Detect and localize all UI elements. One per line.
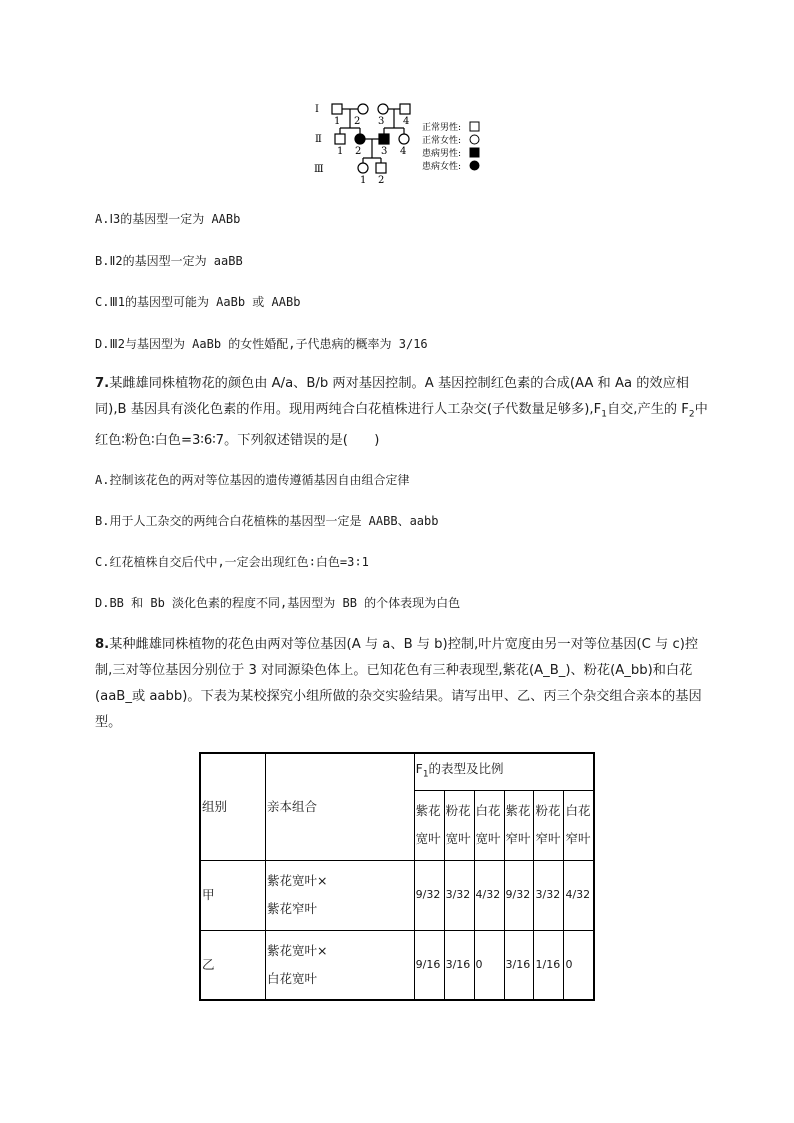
gen-label-1: Ⅰ bbox=[315, 104, 319, 115]
value-cell: 4/32 bbox=[564, 860, 594, 930]
table-header-row bbox=[200, 753, 594, 790]
gen2-num-3: 3 bbox=[381, 146, 388, 157]
q7-option-c: C.红花植株自交后代中,一定会出现红色∶白色=3∶1 bbox=[95, 555, 369, 569]
q6-option-c: C.Ⅲ1的基因型可能为 AaBb 或 AABb bbox=[95, 295, 301, 309]
gen3-2-male-normal bbox=[376, 163, 386, 173]
q6-option-b: B.Ⅱ2的基因型一定为 aaBB bbox=[95, 254, 243, 268]
table-row bbox=[200, 860, 594, 930]
header-group: 组别 bbox=[200, 753, 265, 860]
legend-normal-male: 正常男性: bbox=[422, 123, 462, 133]
gen1-1-male-normal bbox=[332, 104, 342, 114]
value-cell: 0 bbox=[564, 930, 594, 1000]
gen2-1-male-normal bbox=[335, 134, 345, 144]
gen2-4-female-normal bbox=[399, 134, 409, 144]
value-cell: 9/32 bbox=[504, 860, 534, 930]
gen3-num-1: 1 bbox=[360, 175, 367, 186]
phenotype-cell: 粉花 窄叶 bbox=[534, 790, 564, 860]
phenotype-cell: 紫花 宽叶 bbox=[414, 790, 444, 860]
gen-label-2: Ⅱ bbox=[315, 134, 322, 145]
header-parent: 亲本组合 bbox=[265, 753, 414, 860]
gen1-2-female-normal bbox=[358, 104, 368, 114]
q6-option-a: A.Ⅰ3的基因型一定为 AABb bbox=[95, 212, 241, 226]
value-cell: 4/32 bbox=[474, 860, 504, 930]
value-cell: 1/16 bbox=[534, 930, 564, 1000]
q7-option-b: B.用于人工杂交的两纯合白花植株的基因型一定是 AABB、aabb bbox=[95, 514, 439, 528]
value-cell: 3/16 bbox=[504, 930, 534, 1000]
phenotype-cell: 白花 宽叶 bbox=[474, 790, 504, 860]
q8-number: 8. bbox=[95, 637, 110, 652]
q7-stem: 7.某雌雄同株植物花的颜色由 A/a、B/b 两对基因控制。A 基因控制红色素的合成(AA 和 Aa 的效应相同),B 基因具有淡化色素的作用。现用两纯合白花植株进行人工杂交(子代数量足够多)$,F_1$自交,产生的 $F_2$中红色∶粉色∶白色=3∶6∶7。下列叙述错误的是( ) bbox=[95, 376, 708, 448]
value-cell: 9/16 bbox=[414, 930, 444, 1000]
value-cell: 3/16 bbox=[444, 930, 474, 1000]
q6-option-d: D.Ⅲ2与基因型为 AaBb 的女性婚配,子代患病的概率为 3/16 bbox=[95, 337, 428, 351]
value-cell: 3/32 bbox=[444, 860, 474, 930]
legend-affected-female: 患病女性: bbox=[422, 162, 462, 172]
legend-normal-female-icon bbox=[470, 135, 479, 144]
q7-option-a: A.控制该花色的两对等位基因的遗传遵循基因自由组合定律 bbox=[95, 473, 410, 487]
value-cell: 9/32 bbox=[414, 860, 444, 930]
legend-normal-male-icon bbox=[470, 122, 479, 131]
q8-stem: 8.某种雌雄同株植物的花色由两对等位基因(A 与 a、B 与 b)控制,叶片宽度由另一对等位基因(C 与 c)控制,三对等位基因分别位于 3 对同源染色体上。已知花色有三种表现型,紫花(A_B_)、粉花(A_bb)和白花(aaB_或 aabb)。下表为某校探究小组所做的杂交实验结果。请写出甲、乙、丙三个杂交组合亲本的基因型。 bbox=[95, 637, 702, 730]
gen3-num-2: 2 bbox=[378, 175, 385, 186]
parent-cell: 紫花宽叶× 紫花窄叶 bbox=[265, 860, 414, 930]
pedigree-chart bbox=[300, 96, 500, 186]
gen1-num-3: 3 bbox=[378, 116, 385, 127]
legend-affected-male: 患病男性: bbox=[422, 149, 462, 159]
q7-number: 7. bbox=[95, 376, 110, 391]
phenotype-cell: 白花 窄叶 bbox=[564, 790, 594, 860]
gen1-num-4: 4 bbox=[403, 116, 410, 127]
gen3-1-female-normal bbox=[358, 163, 368, 173]
gen2-num-4: 4 bbox=[400, 146, 407, 157]
gen2-3-male-affected bbox=[379, 134, 389, 144]
gen2-num-2: 2 bbox=[355, 146, 362, 157]
phenotype-cell: 粉花 宽叶 bbox=[444, 790, 474, 860]
header-f1: $F_1$的表型及比例 bbox=[414, 753, 594, 790]
parent-cell: 紫花宽叶× 白花宽叶 bbox=[265, 930, 414, 1000]
phenotype-cell: 紫花 窄叶 bbox=[504, 790, 534, 860]
table-row bbox=[200, 930, 594, 1000]
gen2-num-1: 1 bbox=[337, 146, 344, 157]
gen1-3-female-normal bbox=[378, 104, 388, 114]
legend-normal-female: 正常女性: bbox=[422, 136, 462, 146]
gen1-num-2: 2 bbox=[354, 116, 361, 127]
value-cell: 3/32 bbox=[534, 860, 564, 930]
q7-option-d: D.BB 和 Bb 淡化色素的程度不同,基因型为 BB 的个体表现为白色 bbox=[95, 596, 461, 610]
gen1-4-male-normal bbox=[400, 104, 410, 114]
group-cell: 甲 bbox=[200, 860, 265, 930]
value-cell: 0 bbox=[474, 930, 504, 1000]
cross-results-table bbox=[199, 752, 595, 1001]
group-cell: 乙 bbox=[200, 930, 265, 1000]
gen2-2-female-affected bbox=[355, 134, 365, 144]
legend-affected-female-icon bbox=[470, 161, 479, 170]
gen1-num-1: 1 bbox=[334, 116, 341, 127]
gen-label-3: Ⅲ bbox=[314, 164, 324, 175]
legend-affected-male-icon bbox=[470, 148, 479, 157]
